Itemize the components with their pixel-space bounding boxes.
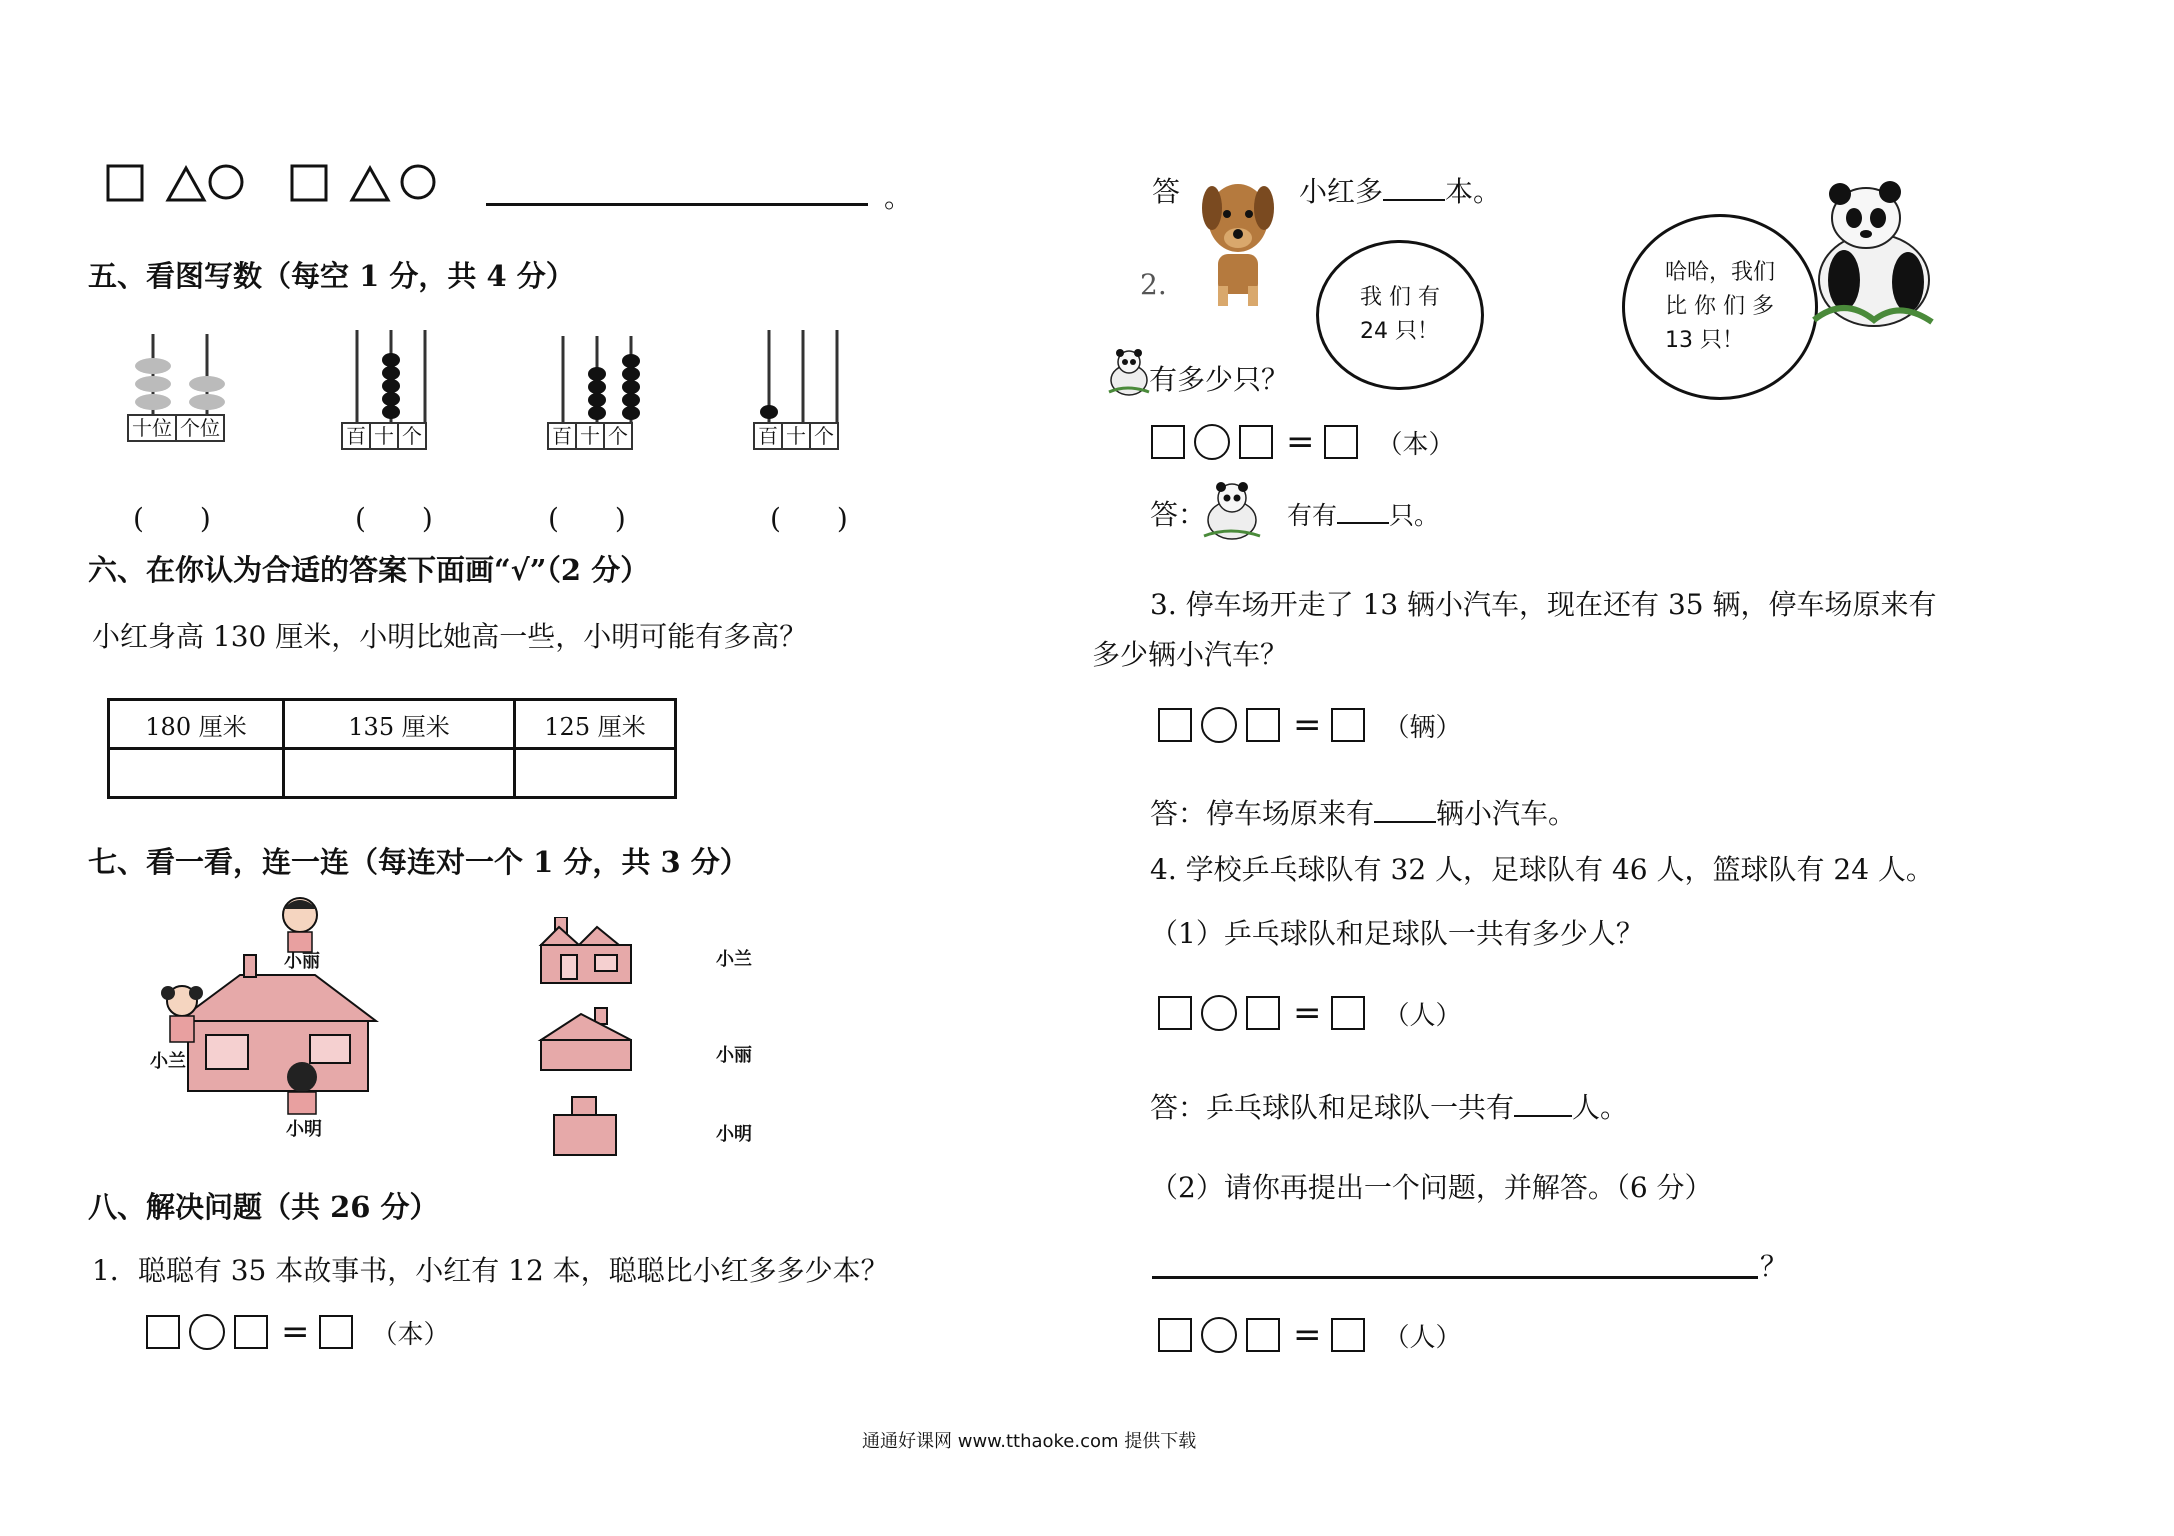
q4-question-mark: ？ bbox=[1760, 1250, 1789, 1283]
circle-shape bbox=[402, 166, 434, 198]
check-cell-135[interactable] bbox=[284, 749, 515, 798]
q1-answer-text2: 本。 bbox=[1445, 175, 1502, 208]
abacus-2-rods bbox=[341, 330, 441, 422]
formula-operator-circle[interactable] bbox=[1201, 707, 1237, 743]
q4-answer-blank[interactable] bbox=[1514, 1115, 1572, 1117]
kid-label-top: 小丽 bbox=[284, 951, 320, 972]
house-view-3-svg bbox=[550, 1093, 620, 1157]
panda-image bbox=[1804, 170, 1934, 334]
formula-box[interactable] bbox=[146, 1315, 180, 1349]
height-question: 小红身高 130 厘米，小明比她高一些，小明可能有多高？ bbox=[92, 620, 808, 653]
equals-sign: = bbox=[1293, 993, 1322, 1033]
check-cell-125[interactable] bbox=[515, 749, 676, 798]
name-label-1[interactable]: 小兰 bbox=[716, 949, 752, 970]
q2-answer bbox=[1150, 493, 1206, 533]
formula-box[interactable] bbox=[1246, 996, 1280, 1030]
house-illustration bbox=[140, 895, 380, 1140]
abacus-4-rods bbox=[753, 330, 853, 422]
house-view-1[interactable] bbox=[537, 917, 633, 989]
panda-speech-bubble bbox=[1622, 214, 1818, 400]
house-view-1-svg bbox=[537, 917, 633, 985]
shape-answer-blank[interactable] bbox=[486, 203, 868, 206]
formula-box[interactable] bbox=[1158, 996, 1192, 1030]
equals-sign: = bbox=[281, 1312, 310, 1352]
panda-svg bbox=[1804, 170, 1934, 330]
formula-box[interactable] bbox=[1246, 1318, 1280, 1352]
formula-operator-circle[interactable] bbox=[189, 1314, 225, 1350]
option-125: 125 厘米 bbox=[515, 700, 676, 749]
q4-sub-1: （1）乒乓球队和足球队一共有多少人？ bbox=[1150, 917, 1644, 950]
problem-1-text: 1．聪聪有 35 本故事书，小红有 12 本，聪聪比小红多多少本？ bbox=[92, 1254, 889, 1287]
formula-result-box[interactable] bbox=[1324, 425, 1358, 459]
triangle-shape bbox=[352, 168, 388, 200]
equals-sign: = bbox=[1293, 705, 1322, 745]
dog-image bbox=[1196, 168, 1280, 312]
q1-answer-blank[interactable] bbox=[1383, 199, 1445, 201]
q1-answer-text1: 小红多 bbox=[1299, 175, 1384, 208]
circle-shape bbox=[210, 166, 242, 198]
formula-result-box[interactable] bbox=[1331, 1318, 1365, 1352]
q4-answer-1 bbox=[1150, 1086, 1628, 1126]
formula-operator-circle[interactable] bbox=[1201, 995, 1237, 1031]
central-house-scene bbox=[140, 895, 380, 1140]
q2-formula bbox=[1151, 422, 1464, 462]
equals-sign: = bbox=[1286, 422, 1315, 462]
house-view-2[interactable] bbox=[537, 1004, 633, 1078]
formula-result-box[interactable] bbox=[1331, 996, 1365, 1030]
q3-line-2: 多少辆小汽车？ bbox=[1092, 638, 1289, 671]
formula-box[interactable] bbox=[234, 1315, 268, 1349]
q3-line-1: 3. 停车场开走了 13 辆小汽车，现在还有 35 辆，停车场原来有 bbox=[1150, 588, 1937, 621]
abacus-1-rods bbox=[127, 334, 247, 414]
square-shape bbox=[108, 166, 142, 200]
abacus-label-tens: 十 bbox=[783, 424, 811, 448]
abacus-1 bbox=[127, 334, 247, 442]
section-5-title: 五、看图写数（每空 1 分，共 4 分） bbox=[88, 259, 575, 293]
square-shape bbox=[292, 166, 326, 200]
q4-answer-text1: 答：乒乓球队和足球队一共有 bbox=[1150, 1091, 1515, 1124]
formula-result-box[interactable] bbox=[1331, 708, 1365, 742]
answer-slot-2[interactable]: ( ) bbox=[355, 502, 433, 535]
formula-operator-circle[interactable] bbox=[1201, 1317, 1237, 1353]
shape-line-end: 。 bbox=[884, 181, 913, 214]
option-135: 135 厘米 bbox=[284, 700, 515, 749]
name-label-3[interactable]: 小明 bbox=[716, 1124, 752, 1145]
formula-unit: （人） bbox=[1383, 1322, 1462, 1353]
kid-label-bottom: 小明 bbox=[286, 1119, 322, 1140]
equals-sign: = bbox=[1293, 1315, 1322, 1355]
abacus-label-tens: 十 bbox=[577, 424, 605, 448]
triangle-shape bbox=[168, 168, 204, 200]
formula-box[interactable] bbox=[1246, 708, 1280, 742]
q1-answer-line bbox=[1299, 170, 1501, 210]
height-options-table bbox=[107, 698, 677, 799]
shapes-svg bbox=[106, 162, 506, 206]
q2-answer-blank[interactable] bbox=[1337, 522, 1389, 524]
dog-speech: 我 们 有 24 只！ bbox=[1360, 285, 1440, 344]
q2-answer-text2: 只。 bbox=[1389, 501, 1440, 530]
answer-slot-3[interactable]: ( ) bbox=[548, 502, 626, 535]
abacus-3-label bbox=[547, 422, 633, 450]
q4-question-blank[interactable] bbox=[1152, 1276, 1758, 1279]
check-cell-180[interactable] bbox=[109, 749, 284, 798]
abacus-label-ones: 个 bbox=[402, 424, 422, 448]
abacus-label-hundreds: 百 bbox=[549, 424, 577, 448]
q3-formula bbox=[1158, 705, 1471, 745]
formula-result-box[interactable] bbox=[319, 1315, 353, 1349]
house-view-2-svg bbox=[537, 1004, 633, 1074]
abacus-label-tens: 十 bbox=[371, 424, 399, 448]
q3-answer-text2: 辆小汽车。 bbox=[1436, 797, 1577, 830]
q2-question: 有多少只？ bbox=[1149, 363, 1290, 396]
q4-formula-2 bbox=[1158, 1315, 1471, 1355]
name-label-2[interactable]: 小丽 bbox=[716, 1045, 752, 1066]
formula-box[interactable] bbox=[1151, 425, 1185, 459]
q2-number: 2. bbox=[1140, 268, 1167, 301]
small-panda-icon-2 bbox=[1202, 478, 1262, 544]
kid-label-left: 小兰 bbox=[150, 1051, 186, 1072]
dog-svg bbox=[1196, 168, 1280, 308]
abacus-2-label bbox=[341, 422, 427, 450]
abacus-label-ones: 个 bbox=[608, 424, 628, 448]
abacus-label-ones: 个位 bbox=[180, 416, 220, 440]
q4-line-1: 4. 学校乒乓球队有 32 人，足球队有 46 人，篮球队有 24 人。 bbox=[1150, 853, 1934, 886]
q2-answer-prefix: 答： bbox=[1150, 498, 1207, 531]
house-view-3[interactable] bbox=[550, 1093, 620, 1161]
small-panda-svg bbox=[1107, 346, 1151, 396]
formula-box[interactable] bbox=[1158, 1318, 1192, 1352]
formula-unit: （本） bbox=[371, 1319, 450, 1350]
abacus-label-tens: 十位 bbox=[129, 416, 177, 440]
formula-box[interactable] bbox=[1158, 708, 1192, 742]
small-panda-icon bbox=[1107, 346, 1151, 400]
abacus-label-ones: 个 bbox=[814, 424, 834, 448]
abacus-3 bbox=[547, 336, 647, 450]
abacus-4-label bbox=[753, 422, 839, 450]
abacus-1-label bbox=[127, 414, 225, 442]
option-180: 180 厘米 bbox=[109, 700, 284, 749]
section-6-title: 六、在你认为合适的答案下面画“√”（2 分） bbox=[88, 553, 650, 587]
q4-answer-text2: 人。 bbox=[1572, 1091, 1629, 1124]
small-panda-2-svg bbox=[1202, 478, 1262, 540]
panda-speech: 哈哈，我们 比 你 们 多 13 只！ bbox=[1664, 260, 1775, 353]
dog-speech-bubble bbox=[1316, 240, 1484, 390]
q1-answer-prefix: 答 bbox=[1152, 175, 1181, 208]
section-7-title: 七、看一看，连一连（每连对一个 1 分，共 3 分） bbox=[88, 845, 749, 879]
abacus-4 bbox=[753, 330, 853, 450]
q2-answer-tail bbox=[1287, 496, 1439, 532]
formula-unit: （辆） bbox=[1383, 712, 1462, 743]
abacus-label-hundreds: 百 bbox=[343, 424, 371, 448]
q2-answer-text1: 有有 bbox=[1287, 501, 1338, 530]
q3-answer-blank[interactable] bbox=[1374, 821, 1436, 823]
abacus-3-rods bbox=[547, 336, 647, 422]
q3-answer-text1: 答：停车场原来有 bbox=[1150, 797, 1375, 830]
q4-formula-1 bbox=[1158, 993, 1471, 1033]
section-8-title: 八、解决问题（共 26 分） bbox=[88, 1190, 439, 1224]
q4-sub-2: （2）请你再提出一个问题，并解答。（6 分） bbox=[1150, 1171, 1713, 1204]
answer-slot-4[interactable]: ( ) bbox=[770, 502, 848, 535]
problem-1-formula bbox=[146, 1312, 459, 1352]
answer-slot-1[interactable]: ( ) bbox=[133, 502, 211, 535]
formula-unit: （本） bbox=[1376, 429, 1455, 460]
abacus-2 bbox=[341, 330, 441, 450]
footer-text: 通通好课网 www.tthaoke.com 提供下载 bbox=[862, 1431, 1197, 1452]
abacus-label-hundreds: 百 bbox=[755, 424, 783, 448]
formula-box[interactable] bbox=[1239, 425, 1273, 459]
q3-answer bbox=[1150, 792, 1576, 832]
formula-operator-circle[interactable] bbox=[1194, 424, 1230, 460]
shape-sequence bbox=[106, 162, 506, 210]
formula-unit: （人） bbox=[1383, 1000, 1462, 1031]
